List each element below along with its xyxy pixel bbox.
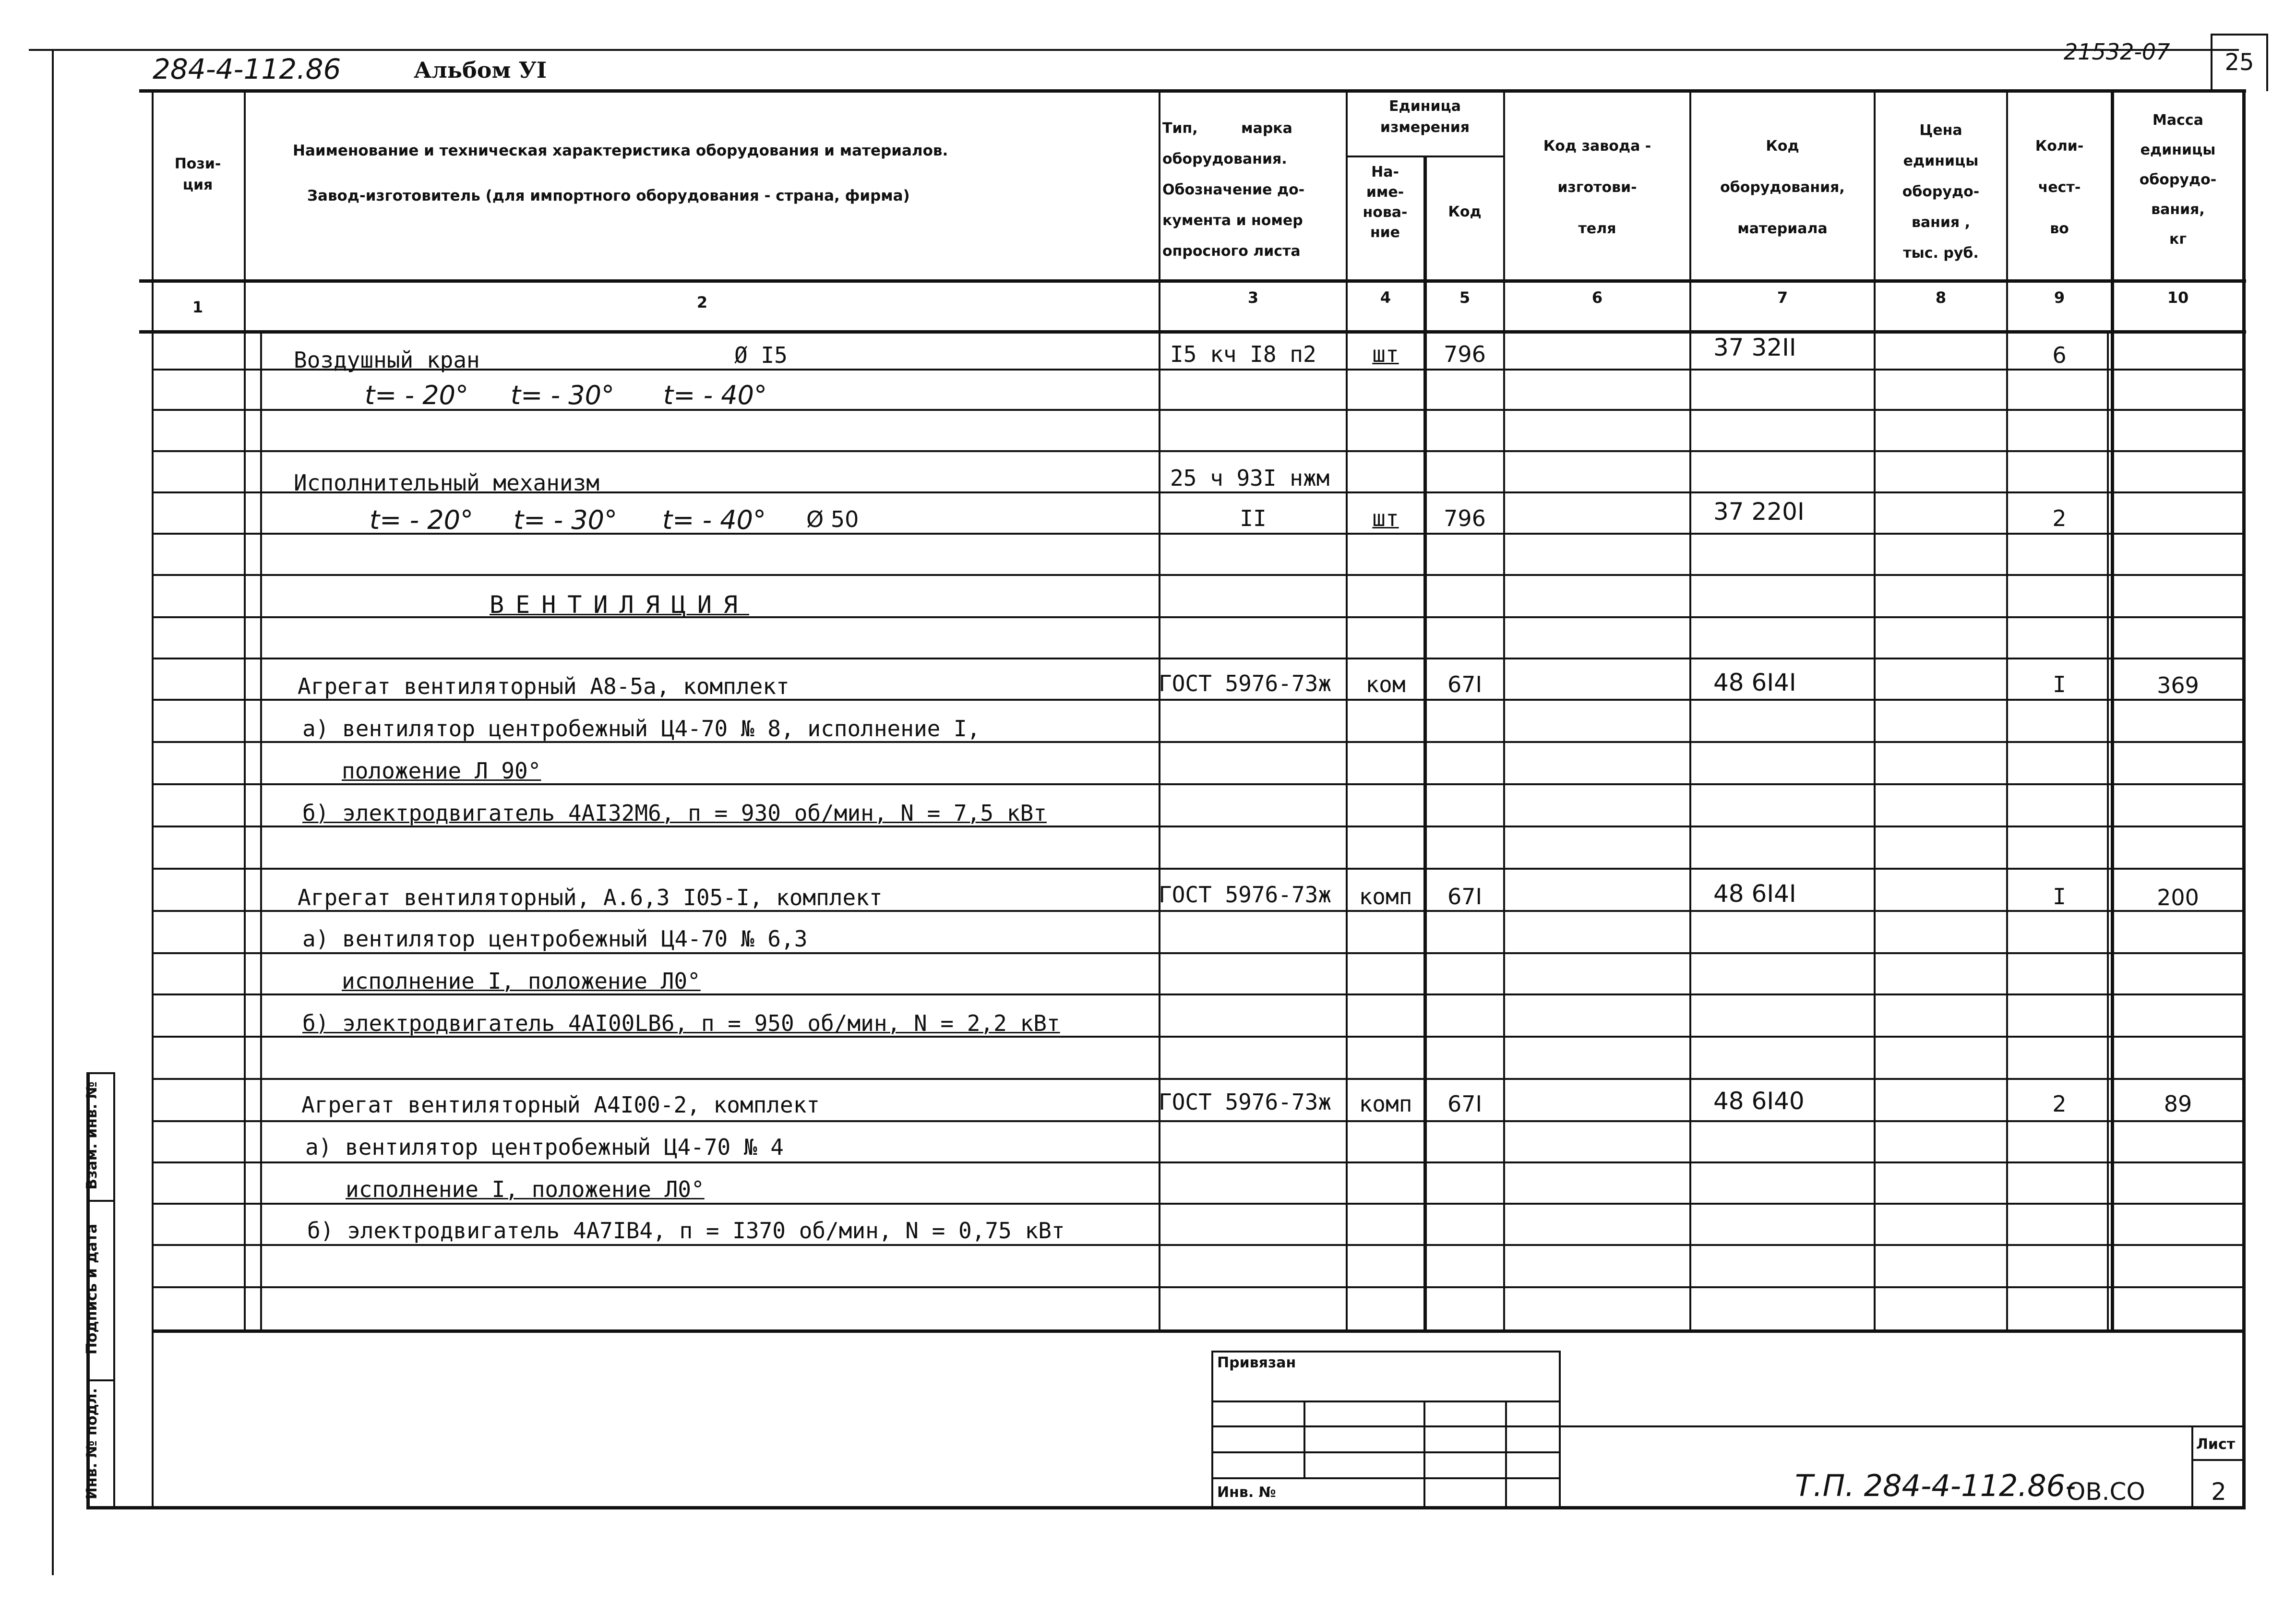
item-type: I5 кч I8 п2 [1170,341,1316,367]
album-label: Альбом УI [414,57,547,83]
item-name: Исполнительный механизм [294,470,599,496]
page-number: 25 [2224,49,2254,76]
top-left-code: 284-4-112.86 [153,53,341,85]
top-right-code: 21532-07 [2064,39,2170,65]
inv-no-label: Инв. № [1217,1484,1276,1501]
doc-code: Т.П. 284-4-112.86- [1795,1468,2076,1503]
header-unit-group: Единица измерения [1380,98,1470,136]
doc-suffix: ОВ.СО [2067,1478,2145,1506]
section-title: ВЕНТИЛЯЦИЯ [490,591,750,619]
header-col2-line2: Завод-изготовитель (для импортного оборудования - страна, фирма) [307,187,910,204]
stamp-podpis: Подпись и дата [84,1223,100,1355]
header-col2-line1: Наименование и техническая характеристика оборудования и материалов. [293,142,948,159]
header-col7: Код оборудования, материала [1720,138,1845,237]
header-col3: Тип, марка оборудования. Обозначение до- кумента и номер опросного листа [1162,120,1305,260]
stamp-inv-podl: Инв. № подл. [84,1388,100,1500]
header-col5: Код [1448,203,1482,220]
sheet-label: Лист [2196,1436,2236,1453]
header-col4: На- име- нова- ние [1363,164,1408,241]
header-col1: Пози- ция [174,156,221,193]
item-name: Воздушный кран [294,347,480,373]
header-col10: Масса единицы оборудо- вания, кг [2139,112,2217,248]
sheet-no: 2 [2211,1478,2226,1506]
item-diameter: Ø I5 [734,342,788,368]
stamp-vzam: Взам. инв. № [84,1081,100,1190]
privyazan-label: Привязан [1217,1354,1296,1371]
header-col6: Код завода - изготови- теля [1543,138,1651,237]
header-col8: Цена единицы оборудо- вания , тыс. руб. [1902,122,1980,262]
header-col9: Коли- чест- во [2035,138,2084,237]
